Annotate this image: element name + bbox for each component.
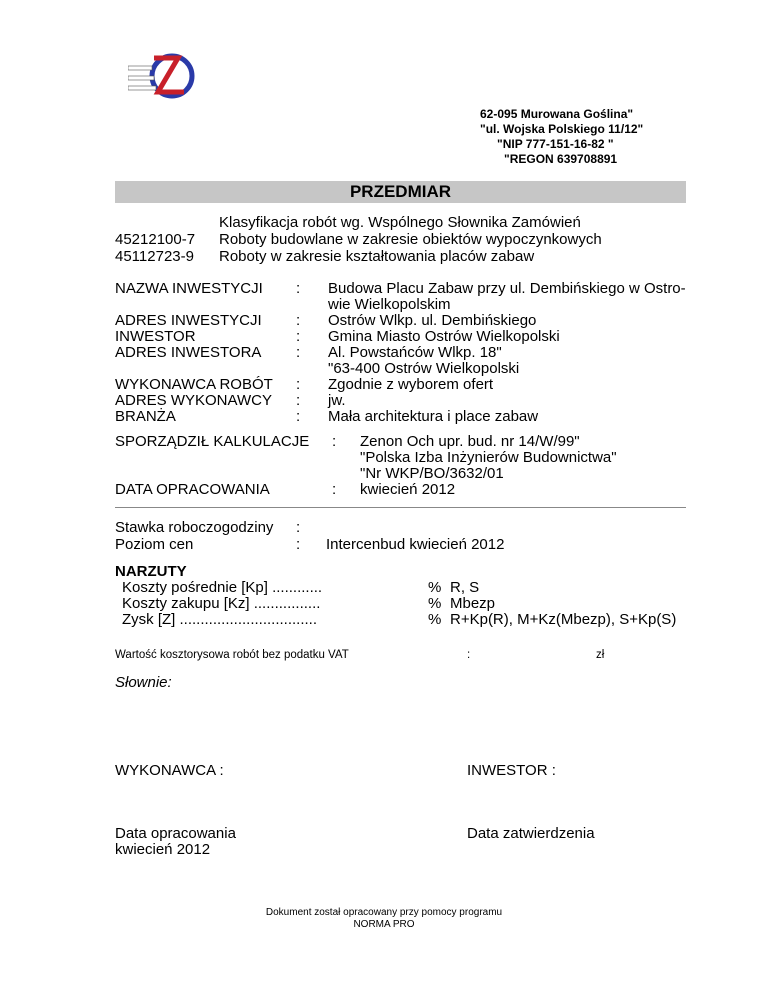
field-value: Gmina Miasto Ostrów Wielkopolski: [328, 328, 560, 345]
data-label: DATA OPRACOWANIA: [115, 481, 270, 498]
poziom-label: Poziom cen: [115, 536, 194, 553]
field-colon: :: [296, 392, 301, 409]
data-value: kwiecień 2012: [360, 481, 456, 498]
wartosc-colon: :: [467, 649, 471, 661]
field-colon: :: [332, 481, 337, 498]
field-colon: :: [296, 280, 301, 297]
field-label: INWESTOR: [115, 328, 196, 345]
field-colon: :: [296, 344, 301, 361]
cpv-code: 45212100-7: [115, 231, 196, 248]
page-title: PRZEDMIAR: [349, 182, 452, 201]
title-bar: [115, 181, 686, 203]
narzut-base: R+Kp(R), M+Kz(Mbezp), S+Kp(S): [450, 611, 677, 628]
field-colon: :: [296, 536, 301, 553]
footer-line1: Dokument został opracowany przy pomocy programu: [265, 907, 503, 918]
kalkulacje-line: "Nr WKP/BO/3632/01: [360, 465, 504, 482]
field-value: Zgodnie z wyborem ofert: [328, 376, 494, 393]
narzuty-heading: NARZUTY: [115, 563, 187, 580]
narzut-pct: %: [428, 611, 442, 628]
field-value: Budowa Placu Zabaw przy ul. Dembińskiego w Ostro-: [328, 280, 686, 297]
poziom-value: Intercenbud kwiecień 2012: [326, 536, 505, 553]
kalkulacje-line: "Polska Izba Inżynierów Budownictwa": [360, 449, 617, 466]
wykonawca-signature: WYKONAWCA :: [115, 762, 224, 779]
field-colon: :: [296, 408, 301, 425]
narzut-pct: %: [428, 595, 442, 612]
field-label: NAZWA INWESTYCJI: [115, 280, 263, 297]
kalkulacje-line: Zenon Och upr. bud. nr 14/W/99": [360, 433, 580, 450]
field-label: ADRES INWESTYCJI: [115, 312, 262, 329]
wartosc-currency: zł: [596, 649, 605, 661]
stawka-label: Stawka roboczogodziny: [115, 519, 274, 536]
narzut-label: Zysk [Z] .................................: [122, 611, 318, 628]
company-address2: "ul. Wojska Polskiego 11/12": [480, 122, 644, 136]
field-colon: :: [296, 328, 301, 345]
narzut-base: R, S: [450, 579, 480, 596]
company-nip: "NIP 777-151-16-82 ": [497, 137, 614, 151]
narzut-base: Mbezp: [450, 595, 496, 612]
data-zatwierdzenia: Data zatwierdzenia: [467, 825, 595, 842]
classification-heading: Klasyfikacja robót wg. Wspólnego Słownika Zamówień: [219, 214, 581, 231]
field-value: Mała architektura i place zabaw: [328, 408, 539, 425]
data-opracowania-value: kwiecień 2012: [115, 841, 211, 858]
cpv-desc: Roboty w zakresie kształtowania placów zabaw: [219, 248, 535, 265]
field-label: BRANŻA: [115, 408, 176, 425]
cpv-code: 45112723-9: [115, 248, 194, 265]
footer-line2: NORMA PRO: [353, 919, 415, 930]
field-value: Al. Powstańców Wlkp. 18": [328, 344, 502, 361]
field-value: jw.: [328, 392, 346, 409]
field-label: ADRES WYKONAWCY: [115, 392, 272, 409]
company-address1: 62-095 Murowana Goślina": [480, 107, 634, 121]
field-colon: :: [296, 376, 301, 393]
narzut-label: Koszty zakupu [Kz] ................: [122, 595, 321, 612]
narzut-pct: %: [428, 579, 442, 596]
company-regon: "REGON 639708891: [504, 152, 618, 166]
company-logo: [128, 48, 208, 106]
field-colon: :: [296, 519, 301, 536]
inwestor-signature: INWESTOR :: [467, 762, 556, 779]
field-colon: :: [296, 312, 301, 329]
slownie-label: Słownie:: [115, 674, 172, 691]
field-value: wie Wielkopolskim: [328, 296, 451, 313]
kalkulacje-label: SPORZĄDZIŁ KALKULACJE: [115, 433, 310, 450]
cpv-desc: Roboty budowlane w zakresie obiektów wypoczynkowych: [219, 231, 602, 248]
wartosc-label: Wartość kosztorysowa robót bez podatku VAT: [115, 649, 349, 661]
narzut-label: Koszty pośrednie [Kp] ............: [122, 579, 323, 596]
field-value: "63-400 Ostrów Wielkopolski: [328, 360, 520, 377]
field-label: ADRES INWESTORA: [115, 344, 262, 361]
field-value: Ostrów Wlkp. ul. Dembińskiego: [328, 312, 537, 329]
divider: [115, 507, 686, 508]
field-label: WYKONAWCA ROBÓT: [115, 376, 273, 393]
field-colon: :: [332, 433, 337, 450]
data-opracowania: Data opracowania: [115, 825, 236, 842]
